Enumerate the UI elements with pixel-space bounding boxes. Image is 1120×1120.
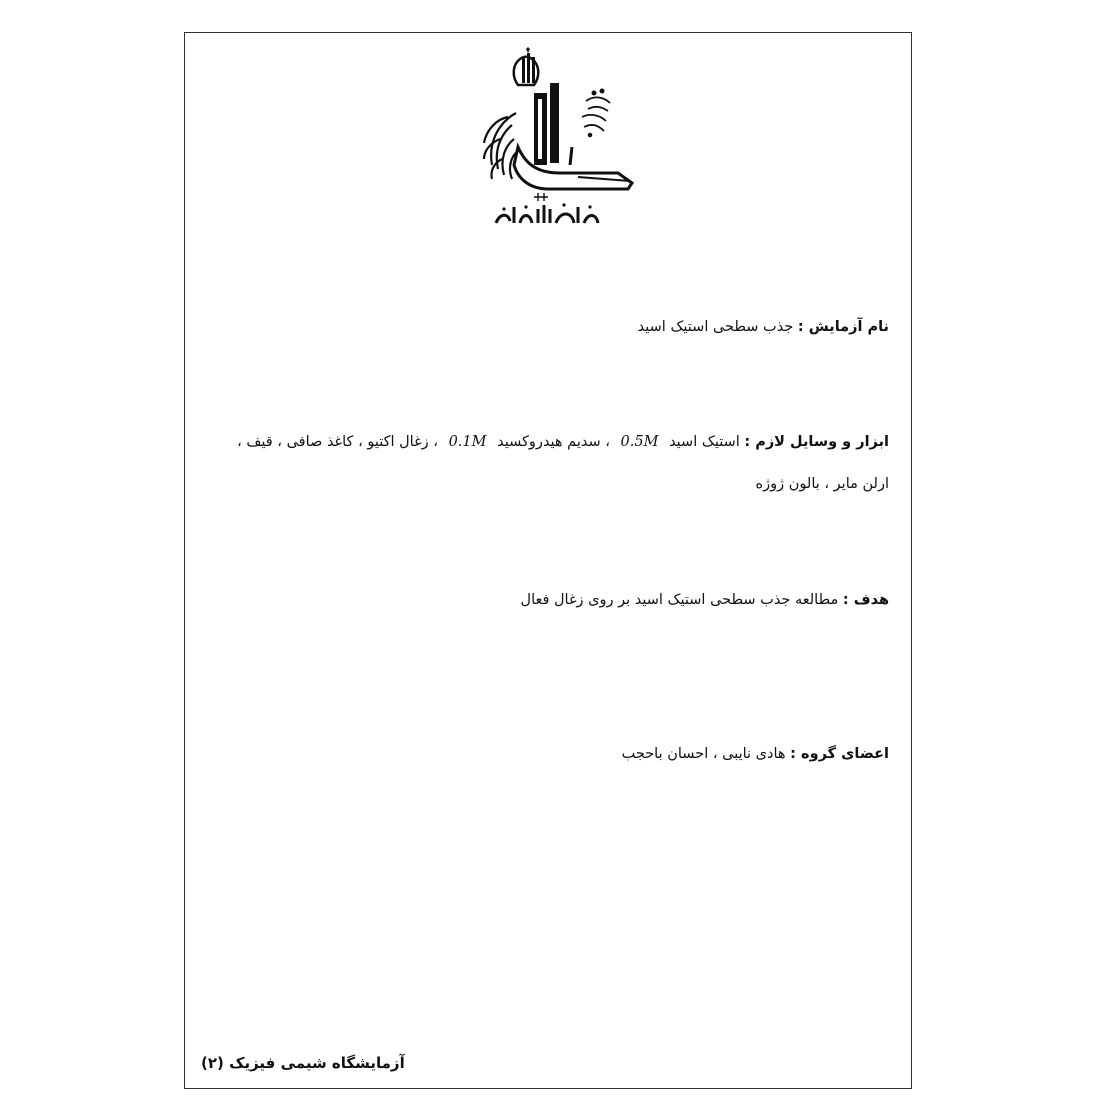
equipment-items-rest: ، زغال اکتیو ، کاغذ صافی ، قیف ، <box>237 434 438 450</box>
equipment-item-sodium-hydroxide: ، سدیم هیدروکسید <box>497 434 610 450</box>
goal-value: مطالعه جذب سطحی استیک اسید بر روی زغال فعال <box>520 592 839 608</box>
equipment-item-acetic-acid: استیک اسید <box>669 434 740 450</box>
group-members-line <box>622 744 889 764</box>
acetic-acid-concentration: 0.5M <box>620 434 659 450</box>
sodium-hydroxide-concentration: 0.1M <box>448 434 487 450</box>
university-logo <box>478 47 638 227</box>
document-page <box>184 32 912 1089</box>
goal-label: هدف : <box>842 592 889 608</box>
equipment-line-1 <box>237 432 889 452</box>
equipment-line-2 <box>756 474 889 494</box>
group-members-label: اعضای گروه : <box>790 746 889 762</box>
equipment-label: ابزار و وسایل لازم : <box>744 434 889 450</box>
experiment-name-value: جذب سطحی استیک اسید <box>637 319 794 335</box>
equipment-items-line-2: ارلن مایر ، بالون ژوژه <box>755 476 889 492</box>
experiment-name-label: نام آزمایش : <box>797 319 889 335</box>
experiment-name-line <box>638 317 889 337</box>
group-members-value: هادی نایبی ، احسان باحجب <box>621 746 786 762</box>
university-emblem-icon <box>478 47 638 227</box>
footer-lab-title: آزمایشگاه شیمی فیزیک (۲) <box>201 1054 405 1072</box>
goal-line <box>521 590 889 610</box>
